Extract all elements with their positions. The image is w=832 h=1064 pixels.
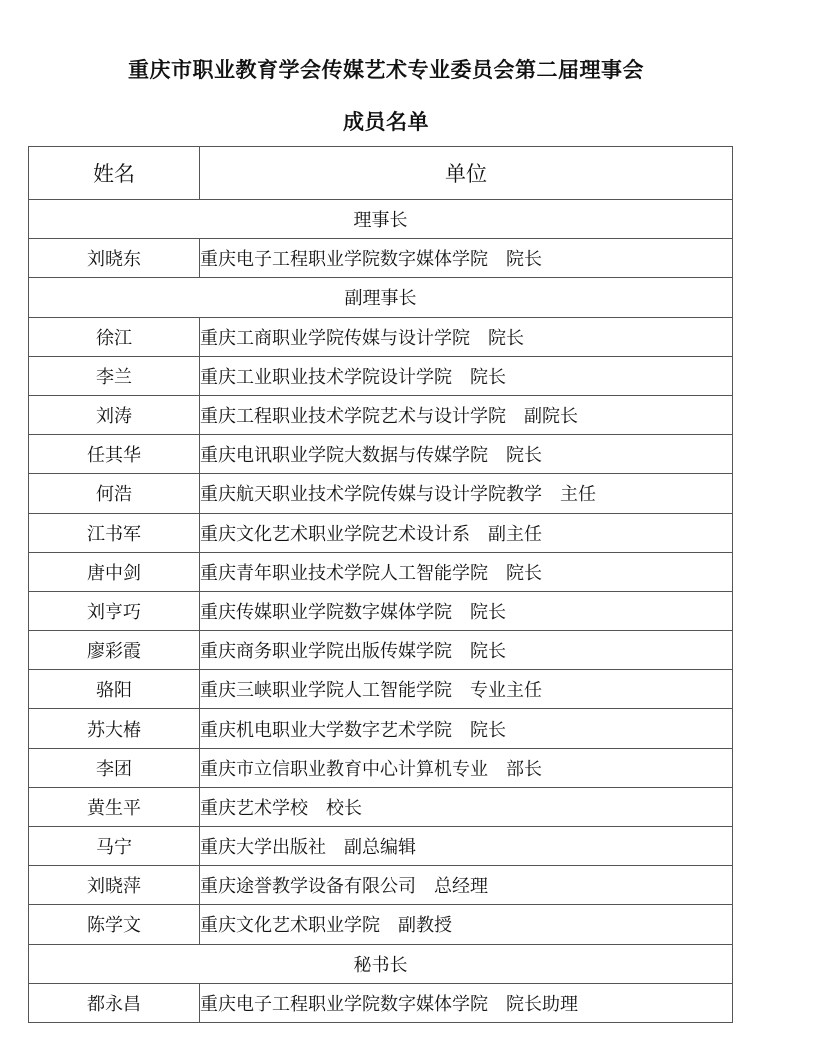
member-unit: 重庆青年职业技术学院人工智能学院 院长 <box>200 552 733 591</box>
member-name: 骆阳 <box>29 670 200 709</box>
member-unit: 重庆大学出版社 副总编辑 <box>200 827 733 866</box>
table-row <box>29 552 733 591</box>
member-unit: 重庆商务职业学院出版传媒学院 院长 <box>200 631 733 670</box>
table-row <box>29 513 733 552</box>
member-unit: 重庆电讯职业学院大数据与传媒学院 院长 <box>200 435 733 474</box>
table-row <box>29 474 733 513</box>
member-name: 刘晓东 <box>29 239 200 278</box>
member-name: 刘亨巧 <box>29 591 200 630</box>
table-row <box>29 631 733 670</box>
table-row <box>29 983 733 1022</box>
member-name: 何浩 <box>29 474 200 513</box>
member-unit: 重庆三峡职业学院人工智能学院 专业主任 <box>200 670 733 709</box>
member-name: 李团 <box>29 748 200 787</box>
member-unit: 重庆工程职业技术学院艺术与设计学院 副院长 <box>200 395 733 434</box>
member-name: 徐江 <box>29 317 200 356</box>
section-label: 理事长 <box>29 200 733 239</box>
table-row <box>29 435 733 474</box>
table-row <box>29 670 733 709</box>
member-name: 马宁 <box>29 827 200 866</box>
member-name: 都永昌 <box>29 983 200 1022</box>
table-row <box>29 356 733 395</box>
member-unit: 重庆电子工程职业学院数字媒体学院 院长 <box>200 239 733 278</box>
section-row-secretary-general <box>29 944 733 983</box>
member-unit: 重庆文化艺术职业学院艺术设计系 副主任 <box>200 513 733 552</box>
member-name: 廖彩霞 <box>29 631 200 670</box>
table-row <box>29 239 733 278</box>
member-name: 任其华 <box>29 435 200 474</box>
section-row-vice-chairman <box>29 278 733 317</box>
member-unit: 重庆机电职业大学数字艺术学院 院长 <box>200 709 733 748</box>
header-name: 姓名 <box>29 147 200 200</box>
section-row-chairman <box>29 200 733 239</box>
member-name: 唐中剑 <box>29 552 200 591</box>
member-unit: 重庆艺术学校 校长 <box>200 787 733 826</box>
member-unit: 重庆文化艺术职业学院 副教授 <box>200 905 733 944</box>
table-row <box>29 395 733 434</box>
member-unit: 重庆电子工程职业学院数字媒体学院 院长助理 <box>200 983 733 1022</box>
member-unit: 重庆市立信职业教育中心计算机专业 部长 <box>200 748 733 787</box>
table-row <box>29 866 733 905</box>
member-name: 江书军 <box>29 513 200 552</box>
member-name: 刘晓萍 <box>29 866 200 905</box>
table-row <box>29 787 733 826</box>
section-label: 秘书长 <box>29 944 733 983</box>
member-unit: 重庆工业职业技术学院设计学院 院长 <box>200 356 733 395</box>
member-name: 黄生平 <box>29 787 200 826</box>
member-table <box>28 146 733 1023</box>
member-unit: 重庆传媒职业学院数字媒体学院 院长 <box>200 591 733 630</box>
member-name: 苏大椿 <box>29 709 200 748</box>
member-name: 陈学文 <box>29 905 200 944</box>
member-name: 刘涛 <box>29 395 200 434</box>
table-row <box>29 317 733 356</box>
table-row <box>29 905 733 944</box>
header-unit: 单位 <box>200 147 733 200</box>
table-row <box>29 709 733 748</box>
section-label: 副理事长 <box>29 278 733 317</box>
table-row <box>29 748 733 787</box>
document-title: 重庆市职业教育学会传媒艺术专业委员会第二届理事会 <box>128 57 644 82</box>
member-unit: 重庆途誉教学设备有限公司 总经理 <box>200 866 733 905</box>
table-header-row <box>29 147 733 200</box>
table-row <box>29 827 733 866</box>
member-unit: 重庆工商职业学院传媒与设计学院 院长 <box>200 317 733 356</box>
member-unit: 重庆航天职业技术学院传媒与设计学院教学 主任 <box>200 474 733 513</box>
document-subtitle: 成员名单 <box>343 109 429 134</box>
member-name: 李兰 <box>29 356 200 395</box>
table-row <box>29 591 733 630</box>
